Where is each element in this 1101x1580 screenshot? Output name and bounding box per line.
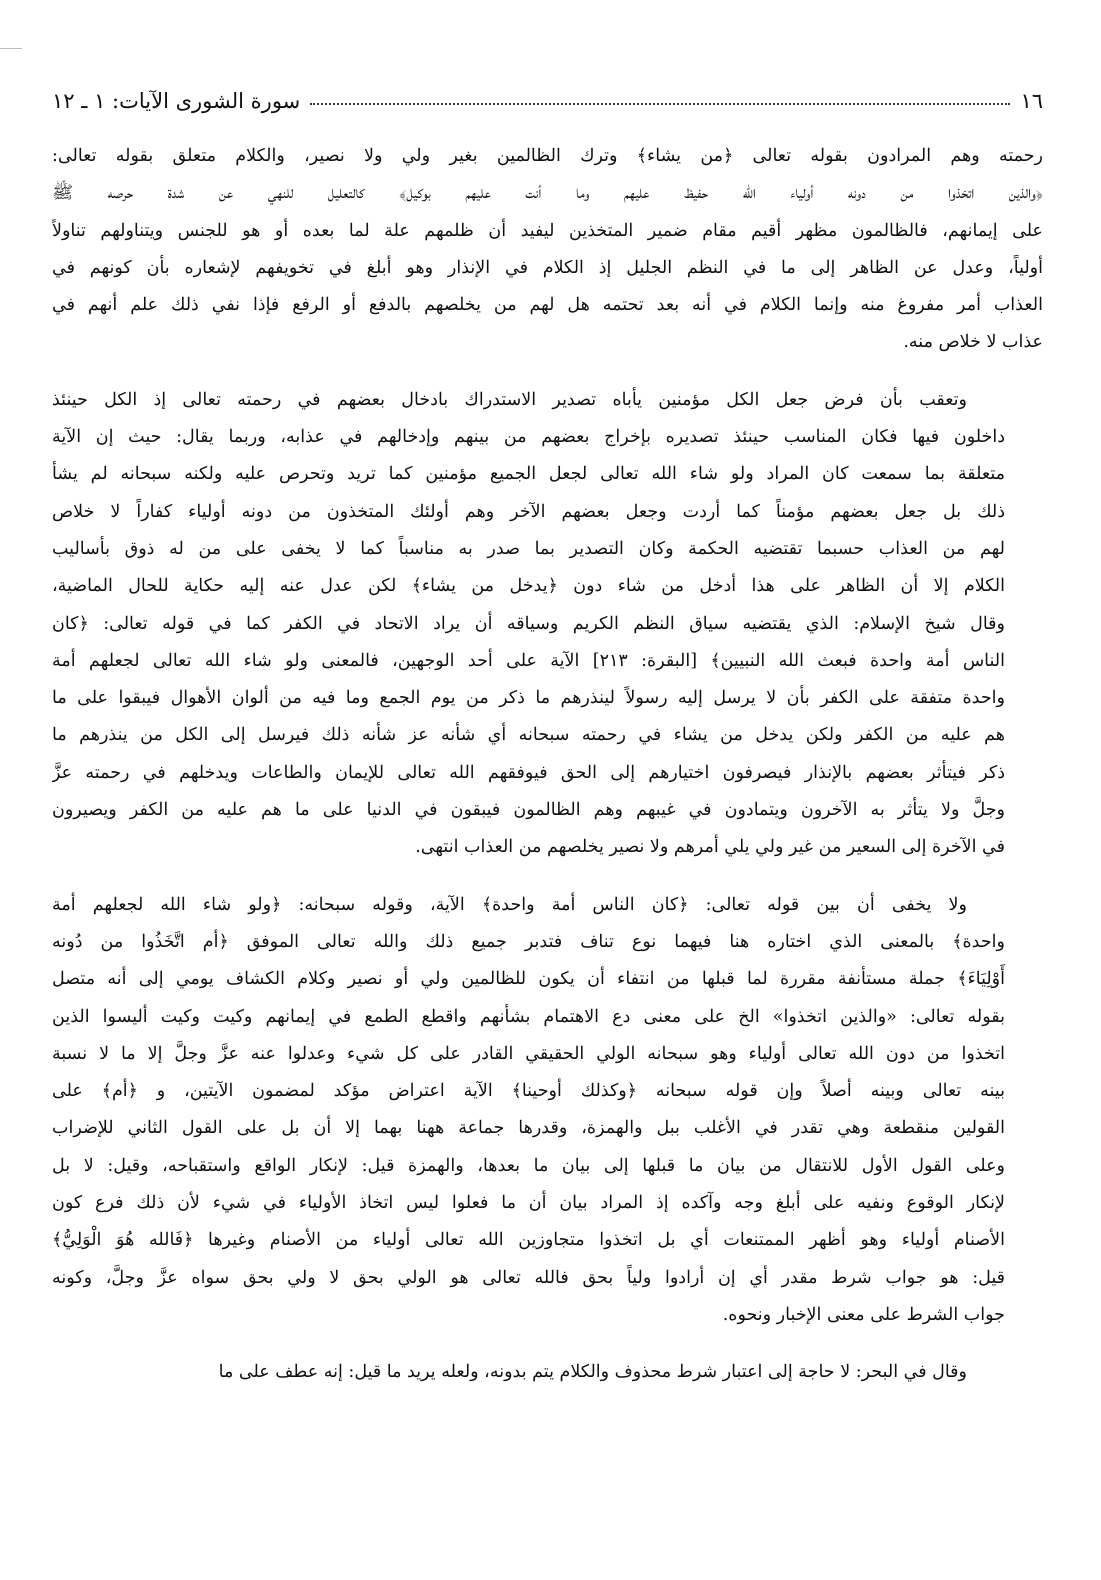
text-line: في الآخرة إلى السعير من غير ولي يلي أمرهم ولا نصير يخلصهم من العذاب انتهى. — [415, 837, 1005, 858]
text-line: لهم من العذاب حسبما تقتضيه الحكمة وكان التصدير بما صدر به مناسباً كما لا يخفى على من له ذوق بأساليب — [52, 538, 1005, 559]
text-line: أولياً، وعدل عن الظاهر إلى ما في النظم الجليل إذ الكلام في الإنذار وهو أبلغ في تخويفهم لإشعاره بأن كونهم في — [52, 257, 1043, 278]
header-leader-dots — [310, 103, 1010, 105]
text-line: أَوْلِيَاءَ﴾ جملة مستأنفة مقررة لما قبلها من انتفاء أن يكون للظالمين ولي أو نصير وكلام الكشاف يومي إلى أنه متصل — [52, 969, 1005, 990]
text-line: واحدة﴾ بالمعنى الذي اختاره هنا فيهما نوع تناف فتدبر جميع ذلك والله تعالى الموفق ﴿أم اتَّخَذُوا من دُونه — [52, 931, 1005, 952]
text-line: الأصنام أولياء وهو أظهر الممتنعات أي بل اتخذوا متجاوزين الله تعالى أولياء من الأصنام وغيرها ﴿فَالله هُوَ الْوَلِيُّ﴾ — [52, 1230, 1005, 1251]
text-line: داخلون فيها فكان المناسب حينئذ تصديره بإخراج بعضهم من بينهم وإدخالهم في عذابه، وربما يقال: حيث إن الآية — [52, 427, 1005, 448]
text-line: ﴿والذين اتخذوا من دونه أولياء الله حفيظ عليهم وما أنت عليهم بوكيل﴾ كالتعليل للنهي عن شدة حرصه ﷺ — [52, 183, 1043, 204]
text-line: اتخذوا من دون الله تعالى أولياء وهو سبحانه الولي الحقيقي القادر على كل شيء وعدلوا عنه عزَّ وجلَّ إلا ما لا نسبة — [52, 1043, 1005, 1064]
body-text — [52, 138, 1043, 1412]
text-line: قيل: هو جواب شرط مقدر أي إن أرادوا ولياً بحق فالله تعالى هو الولي بحق لا ولي بحق سواه عزَّ وجلَّ، وكونه — [52, 1267, 1005, 1288]
text-line: لإنكار الوقوع ونفيه على أبلغ وجه وآكده إذ المراد بيان أن ما فعلوا ليس اتخاذ الأولياء في شيء لأن ذلك فرع كون — [52, 1193, 1005, 1214]
paragraph — [52, 138, 1043, 362]
scan-edge-mark — [0, 48, 22, 49]
text-line: وجلَّ ولا يتأثر به الآخرون ويتمادون في غيبهم وهم الظالمون فيبقون في الدنيا على ما هم عليه من الكفر ويصيرون — [52, 800, 1005, 821]
text-line: جواب الشرط على معنى الإخبار ونحوه. — [722, 1304, 1005, 1325]
text-line: بقوله تعالى: «والذين اتخذوا» الخ على معنى دع الاهتمام بشأنهم واقطع الطمع في إيمانهم وكيت وكيت أليسوا الذين — [52, 1006, 1005, 1027]
text-line: القولين منقطعة وهي تقدر في الأغلب ببل والهمزة، وقدرها جماعة ههنا بهما إلا أن بل على القول الثاني للإضراب — [52, 1118, 1005, 1139]
text-line: واحدة متفقة على الكفر بأن لا يرسل إليه رسولاً لينذرهم ما ذكر من يوم الجمع وما فيه من ألوان الأهوال فيبقوا على ما — [52, 688, 1005, 709]
text-line: الكلام إلا أن الظاهر على هذا أدخل من شاء دون ﴿يدخل من يشاء﴾ لكن عدل عنه إليه حكاية للحال الماضية، — [52, 576, 1005, 597]
text-line: هم عليه من الكفر ولكن يدخل من يشاء في رحمته سبحانه أي شأنه عز شأنه ذلك فيرسل إلى الكل من ينذرهم ما — [52, 725, 1005, 746]
text-line: بينه تعالى وبينه أصلاً وإن قوله سبحانه ﴿وكذلك أوحينا﴾ الآية اعتراض مؤكد لمضمون الآيتين، و ﴿أم﴾ على — [52, 1081, 1005, 1102]
text-line: وقال شيخ الإسلام: الذي يقتضيه سياق النظم الكريم وسياقه أن يراد الاتحاد في الكفر كما في قوله تعالى: ﴿كان — [52, 613, 1005, 634]
text-line: العذاب أمر مفروغ منه وإنما الكلام في أنه بعد تحتمه هل لهم من يخلصهم بالدفع أو الرفع فإذا نفي ذلك علم أنهم في — [52, 295, 1043, 316]
paragraph — [52, 382, 1043, 867]
text-line: ذكر فيتأثر بعضهم بالإنذار فيصرفون اختيارهم إلى الحق فيوفقهم الله تعالى للإيمان والطاعات ويدخلهم في رحمته عزَّ — [52, 762, 1005, 783]
text-line: على إيمانهم، فالظالمون مظهر أقيم مقام ضمير المتخذين ليفيد أن ظلمهم علة لما بعده أو هو للجنس ويتناولهم تناولاً — [52, 220, 1043, 241]
text-line: وعلى القول الأول للانتقال من بيان ما قبلها إلى بيان ما بعدها، والهمزة قيل: لإنكار الواقع واستقباحه، وقيل: لا بل — [52, 1155, 1005, 1176]
running-title: سورة الشورى الآيات: ١ ـ ١٢ — [52, 89, 301, 113]
text-line: وقال في البحر: لا حاجة إلى اعتبار شرط محذوف والكلام يتم بدونه، ولعله يريد ما قيل: إنه عطف على ما — [218, 1362, 967, 1383]
text-line: متعلقة بما سمعت كان المراد ولو شاء الله تعالى لجعل الجميع مؤمنين كما تريد وتحرص عليه ولكنه سبحانه لم يشأ — [52, 464, 1005, 485]
text-line: الناس أمة واحدة فبعث الله النبيين﴾ [البقرة: ٢١٣] الآية على أحد الوجهين، فالمعنى ولو شاء الله تعالى لجعلهم أمة — [52, 650, 1005, 671]
text-line: ولا يخفى أن بين قوله تعالى: ﴿كان الناس أمة واحدة﴾ الآية، وقوله سبحانه: ﴿ولو شاء الله لجعلهم أمة — [52, 894, 967, 915]
text-line: ذلك بل جعل بعضهم مؤمناً كما أردت وجعل بعضهم الآخر وهم أولئك المتخذون من دونه أولياء كفاراً لا خلاص — [52, 501, 1005, 522]
text-line: عذاب لا خلاص منه. — [903, 332, 1043, 353]
page-header — [52, 84, 1043, 118]
text-line: رحمته وهم المرادون بقوله تعالى ﴿من يشاء﴾ وترك الظالمين بغير ولي ولا نصير، والكلام متعلق بقوله تعالى: — [52, 146, 1043, 166]
paragraph — [52, 887, 1043, 1335]
page-number: ١٦ — [1020, 89, 1043, 113]
paragraph — [52, 1354, 1043, 1391]
text-line: وتعقب بأن فرض جعل الكل مؤمنين يأباه تصدير الاستدراك بادخال بعضهم في رحمته تعالى إذ الكل حينئذ — [52, 389, 967, 410]
